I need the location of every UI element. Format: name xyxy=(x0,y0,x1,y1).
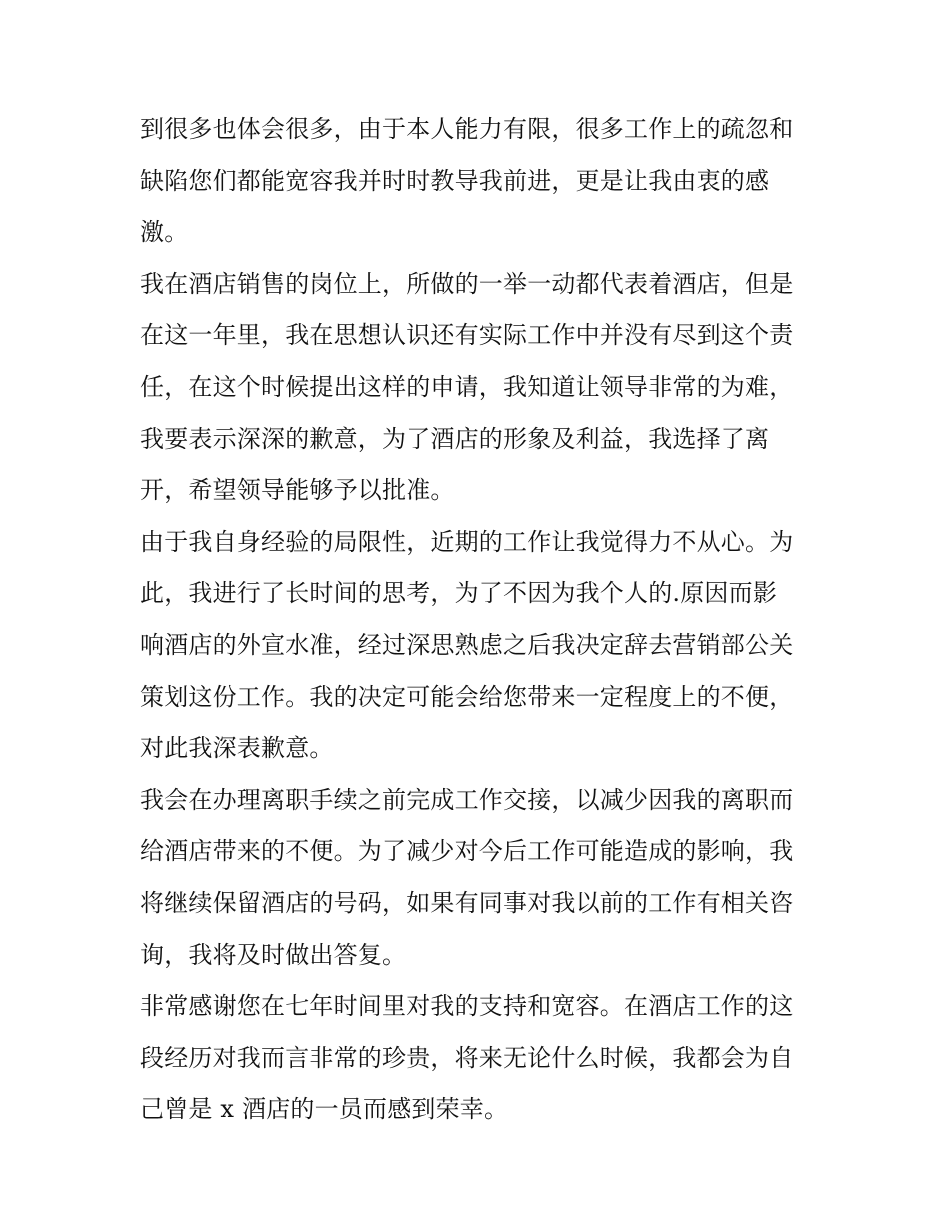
text-line: 己曾是 x 酒店的一员而感到荣幸。 xyxy=(140,1095,509,1124)
text-line: 询，我将及时做出答复。 xyxy=(140,940,407,969)
text-line: 非常感谢您在七年时间里对我的支持和宽容。在酒店工作的这 xyxy=(140,992,794,1021)
text-line: 缺陷您们都能宽容我并时时教导我前进，更是让我由衷的感 xyxy=(140,166,770,195)
text-line: 由于我自身经验的局限性，近期的工作让我觉得力不从心。为 xyxy=(140,527,794,556)
document-body xyxy=(140,104,820,1136)
text-line: 将继续保留酒店的号码，如果有同事对我以前的工作有相关咨 xyxy=(140,888,794,917)
text-line: 我在酒店销售的岗位上，所做的一举一动都代表着酒店，但是 xyxy=(140,269,794,298)
text-line: 策划这份工作。我的决定可能会给您带来一定程度上的不便， xyxy=(140,682,794,711)
text-line: 段经历对我而言非常的珍贵，将来无论什么时候，我都会为自 xyxy=(140,1043,794,1072)
text-line: 我会在办理离职手续之前完成工作交接，以减少因我的离职而 xyxy=(140,785,794,814)
text-line: 到很多也体会很多，由于本人能力有限，很多工作上的疏忽和 xyxy=(140,115,794,143)
text-line: 激。 xyxy=(140,218,189,247)
text-line: 我要表示深深的歉意，为了酒店的形象及利益，我选择了离 xyxy=(140,424,770,453)
text-line: 给酒店带来的不便。为了减少对今后工作可能造成的影响，我 xyxy=(140,837,794,866)
text-line: 开，希望领导能够予以批准。 xyxy=(140,476,455,505)
text-line: 对此我深表歉意。 xyxy=(140,734,334,763)
text-line: 在这一年里，我在思想认识还有实际工作中并没有尽到这个责 xyxy=(140,321,794,350)
text-line: 任，在这个时候提出这样的申请，我知道让领导非常的为难， xyxy=(140,372,794,401)
text-line: 响酒店的外宣水准，经过深思熟虑之后我决定辞去营销部公关 xyxy=(140,630,794,659)
text-line: 此，我进行了长时间的思考，为了不因为我个人的.原因而影 xyxy=(140,579,778,608)
